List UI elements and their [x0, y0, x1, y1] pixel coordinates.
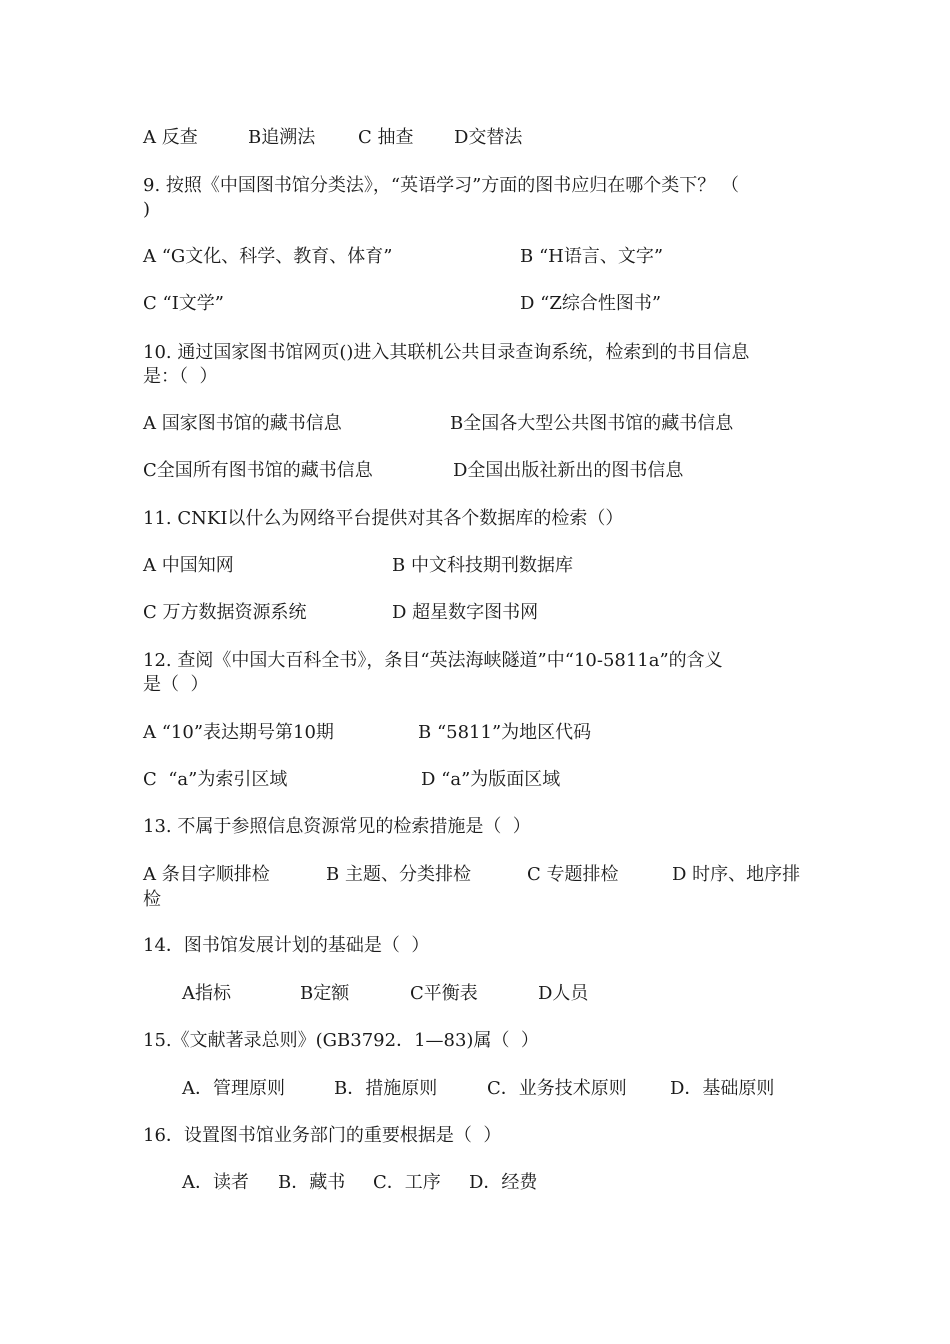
q9-stem-line1: 9. 按照《中国图书馆分类法》，“英语学习”方面的图书应归在哪个类下？ （ — [143, 175, 740, 196]
q8-option-c: C 抽查 — [358, 127, 414, 148]
q10-option-d: D全国出版社新出的图书信息 — [453, 460, 684, 481]
q11-option-d: D 超星数字图书网 — [392, 602, 539, 623]
q16-option-c: C．工序 — [373, 1172, 441, 1193]
q9-option-b: B “H语言、文字” — [520, 246, 664, 267]
q14-option-a: A指标 — [182, 983, 231, 1004]
q10-option-a: A 国家图书馆的藏书信息 — [143, 413, 342, 434]
q10-stem-line1: 10. 通过国家图书馆网页()进入其联机公共目录查询系统，检索到的书目信息 — [143, 342, 750, 363]
q13-option-b: B 主题、分类排检 — [326, 864, 471, 885]
q13-option-d: D 时序、地序排 — [672, 864, 801, 885]
q9-option-d: D “Z综合性图书” — [520, 293, 662, 314]
q15-option-b: B．措施原则 — [334, 1078, 438, 1099]
q15-option-d: D．基础原则 — [670, 1078, 775, 1099]
q16-stem: 16．设置图书馆业务部门的重要根据是（ ） — [143, 1125, 502, 1146]
q13-option-d-wrap: 检 — [143, 889, 161, 910]
q16-option-b: B．藏书 — [278, 1172, 346, 1193]
q10-option-c: C全国所有图书馆的藏书信息 — [143, 460, 373, 481]
q11-option-b: B 中文科技期刊数据库 — [392, 555, 573, 576]
q15-option-a: A．管理原则 — [182, 1078, 285, 1099]
q9-stem-line2: ) — [143, 199, 151, 220]
q15-option-c: C．业务技术原则 — [487, 1078, 627, 1099]
q9-option-a: A “G文化、科学、教育、体育” — [143, 246, 393, 267]
q13-stem: 13. 不属于参照信息资源常见的检索措施是（ ） — [143, 816, 531, 837]
q11-option-a: A 中国知网 — [143, 555, 234, 576]
q12-option-b: B “5811”为地区代码 — [418, 722, 592, 743]
q16-option-d: D．经费 — [469, 1172, 538, 1193]
q14-stem: 14．图书馆发展计划的基础是（ ） — [143, 935, 430, 956]
q11-stem: 11. CNKI以什么为网络平台提供对其各个数据库的检索（） — [143, 508, 624, 529]
q12-stem-line2: 是（ ） — [143, 674, 209, 695]
q12-option-d: D “a”为版面区域 — [421, 769, 561, 790]
q12-stem-line1: 12. 查阅《中国大百科全书》，条目“英法海峡隧道”中“10-5811a”的含义 — [143, 650, 723, 671]
q15-stem: 15.《文献著录总则》(GB3792．1—83)属（ ） — [143, 1030, 539, 1051]
q13-option-a: A 条目字顺排检 — [143, 864, 270, 885]
q13-option-c: C 专题排检 — [527, 864, 619, 885]
q10-option-b: B全国各大型公共图书馆的藏书信息 — [450, 413, 734, 434]
q8-option-b: B追溯法 — [248, 127, 316, 148]
q14-option-c: C平衡表 — [410, 983, 478, 1004]
q14-option-b: B定额 — [300, 983, 350, 1004]
q10-stem-line2: 是：（ ） — [143, 366, 218, 387]
q12-option-a: A “10”表达期号第10期 — [143, 722, 334, 743]
q16-option-a: A．读者 — [182, 1172, 249, 1193]
q9-option-c: C “I文学” — [143, 293, 225, 314]
q11-option-c: C 万方数据资源系统 — [143, 602, 307, 623]
q12-option-c: C “a”为索引区域 — [143, 769, 288, 790]
q14-option-d: D人员 — [538, 983, 589, 1004]
q8-option-a: A 反查 — [143, 127, 198, 148]
q8-option-d: D交替法 — [454, 127, 523, 148]
